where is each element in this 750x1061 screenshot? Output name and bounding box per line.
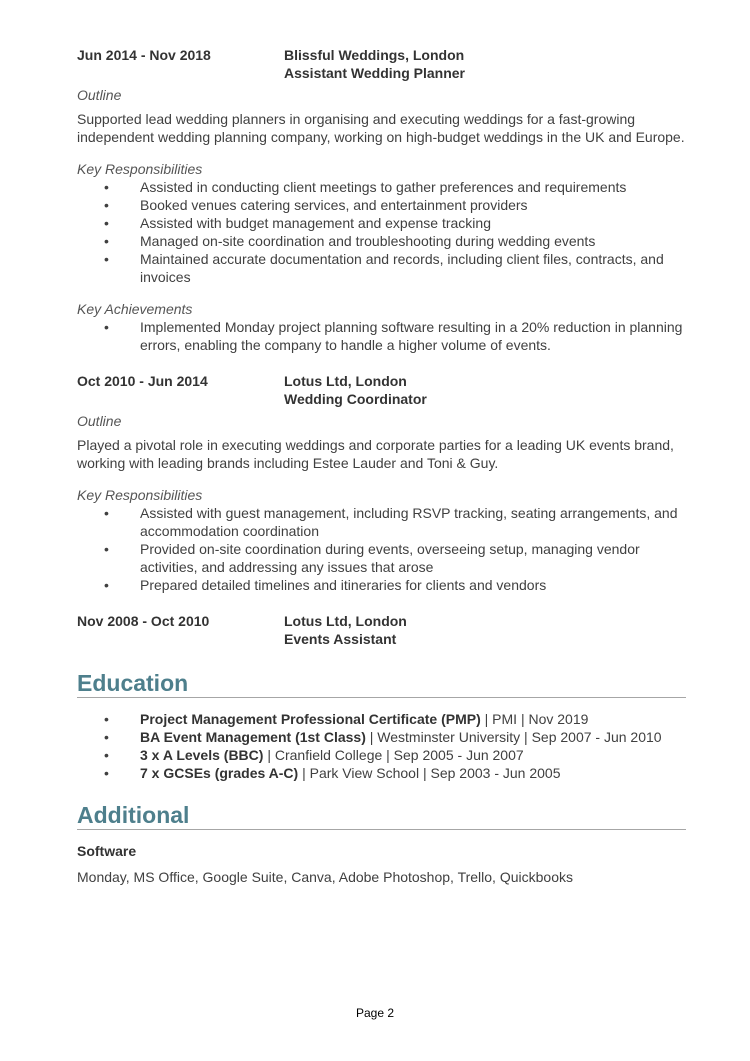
list-item: • Project Management Professional Certificate (PMP) | PMI | Nov 2019 bbox=[104, 711, 589, 727]
responsibilities-list bbox=[77, 504, 686, 594]
responsibilities-label: Key Responsibilities bbox=[77, 487, 203, 503]
achievements-label: Key Achievements bbox=[77, 301, 193, 317]
list-item: • Prepared detailed timelines and itineraries for clients and vendors bbox=[104, 577, 547, 593]
software-list: Monday, MS Office, Google Suite, Canva, Adobe Photoshop, Trello, Quickbooks bbox=[77, 869, 573, 885]
list-item: • Maintained accurate documentation and records, including client files, contracts, and invoices bbox=[104, 251, 664, 285]
outline-label: Outline bbox=[77, 87, 122, 103]
job-dates: Nov 2008 - Oct 2010 bbox=[77, 613, 210, 629]
job-title: Events Assistant bbox=[284, 631, 397, 647]
job-entry bbox=[77, 612, 686, 648]
section-title-education: Education bbox=[77, 670, 686, 698]
list-item: • Booked venues catering services, and entertainment providers bbox=[104, 197, 528, 213]
job-entry bbox=[77, 46, 686, 354]
list-item: • Provided on-site coordination during events, overseeing setup, managing vendor activities, and addressing any issues that arose bbox=[104, 541, 640, 575]
list-item: • Assisted with guest management, including RSVP tracking, seating arrangements, and accommodation coordination bbox=[104, 505, 678, 539]
job-dates: Jun 2014 - Nov 2018 bbox=[77, 47, 211, 63]
page-number: Page 2 bbox=[355, 1006, 395, 1020]
job-header bbox=[77, 46, 686, 82]
job-company: Blissful Weddings, London bbox=[284, 47, 465, 63]
list-item: • 3 x A Levels (BBC) | Cranfield College | Sep 2005 - Jun 2007 bbox=[104, 747, 524, 763]
education-section bbox=[77, 670, 686, 782]
list-item: • BA Event Management (1st Class) | Westminster University | Sep 2007 - Jun 2010 bbox=[104, 729, 662, 745]
list-item: • Assisted with budget management and expense tracking bbox=[104, 215, 491, 231]
job-header bbox=[77, 372, 686, 408]
responsibilities-label: Key Responsibilities bbox=[77, 161, 203, 177]
resume-page bbox=[77, 46, 686, 886]
education-list bbox=[77, 710, 686, 782]
list-item: • Assisted in conducting client meetings to gather preferences and requirements bbox=[104, 179, 627, 195]
additional-section bbox=[77, 802, 686, 886]
list-item: • Implemented Monday project planning software resulting in a 20% reduction in planning errors, enabling the company to handle a higher volume of events. bbox=[104, 319, 683, 353]
section-title-additional: Additional bbox=[77, 802, 686, 830]
responsibilities-list bbox=[77, 178, 686, 286]
job-company: Lotus Ltd, London bbox=[284, 373, 407, 389]
job-entry bbox=[77, 372, 686, 594]
outline-text: Supported lead wedding planners in organising and executing weddings for a fast-growing independent wedding planning company, working on high-budget weddings in the UK and Europe. bbox=[77, 111, 685, 145]
job-header bbox=[77, 612, 686, 648]
achievements-list bbox=[77, 318, 686, 354]
job-title: Wedding Coordinator bbox=[284, 391, 427, 407]
outline-text: Played a pivotal role in executing weddings and corporate parties for a leading UK events brand, working with leading brands including Estee Lauder and Toni & Guy. bbox=[77, 437, 674, 471]
job-title: Assistant Wedding Planner bbox=[284, 65, 465, 81]
list-item: • 7 x GCSEs (grades A-C) | Park View School | Sep 2003 - Jun 2005 bbox=[104, 765, 561, 781]
list-item: • Managed on-site coordination and troubleshooting during wedding events bbox=[104, 233, 596, 249]
software-label: Software bbox=[77, 843, 137, 859]
job-dates: Oct 2010 - Jun 2014 bbox=[77, 373, 208, 389]
job-company: Lotus Ltd, London bbox=[284, 613, 407, 629]
outline-label: Outline bbox=[77, 413, 122, 429]
